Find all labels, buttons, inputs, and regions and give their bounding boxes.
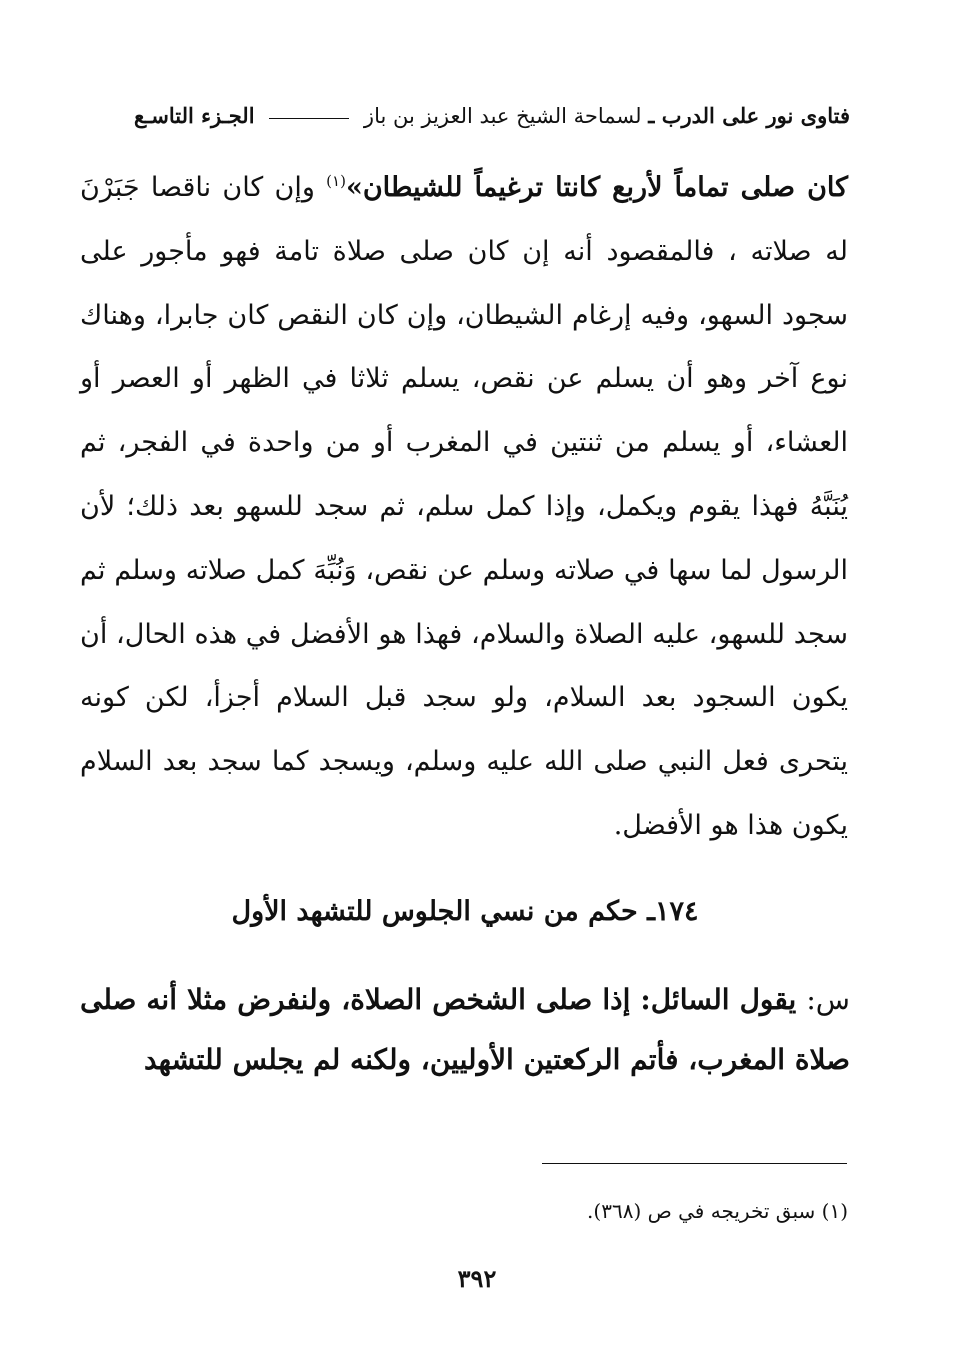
footnote: (١) سبق تخريجه في ص (٣٦٨). [587, 1199, 848, 1223]
question-text: يقول السائل: إذا صلى الشخص الصلاة، ولنفرض مثلا أنه صلى صلاة المغرب، فأتم الركعتين الأوليين، ولكنه لم يجلس للتشهد [80, 983, 850, 1076]
volume-label: الجـزء التاسـع [133, 103, 255, 128]
section-heading: ١٧٤ـ حكم من نسي الجلوس للتشهد الأول [231, 896, 699, 927]
header-dash-rule [269, 117, 349, 119]
question-paragraph [80, 970, 850, 1090]
footnote-reference[interactable]: (١) [326, 172, 346, 190]
question-label: س: [806, 983, 850, 1016]
body-text-continuation: وإن كان ناقصا جَبَرْنَ له صلاته ، فالمقصود أنه إن كان صلى صلاة تامة فهو مأجور على سجود السهو، وفيه إرغام الشيطان، وإن كان النقص كان جابرا، وهناك نوع آخر وهو أن يسلم عن نقص، يسلم ثلاثا في الظهر أو العصر أو العشاء، أو يسلم من ثنتين في المغرب أو من واحدة في الفجر، ثم يُنَبَّهُ فهذا يقوم ويكمل، وإذا كمل سلم، ثم سجد للسهو بعد ذلك؛ لأن الرسول لما سها في صلاته وسلم عن نقص، وَنُبِّهَ كمل صلاته وسلم ثم سجد للسهو، عليه الصلاة والسلام، فهذا هو الأفضل في هذه الحال، أن يكون السجود بعد السلام، ولو سجد قبل السلام أجزأ، لكن كونه يتحرى فعل النبي صلى الله عليه وسلم، ويسجد كما سجد بعد السلام يكون هذا هو الأفضل. [80, 172, 848, 841]
body-paragraph [80, 156, 848, 858]
page-number: ٣٩٢ [457, 1264, 497, 1293]
hadith-quote: كان صلى تماماً لأربع كانتا ترغيماً للشيطان» [345, 172, 849, 203]
footnote-separator [542, 1163, 847, 1164]
book-title: فتاوى نور على الدرب ـ [648, 103, 850, 128]
author-name: لسماحة الشيخ عبد العزيز بن باز [363, 104, 642, 128]
running-header [80, 100, 850, 132]
